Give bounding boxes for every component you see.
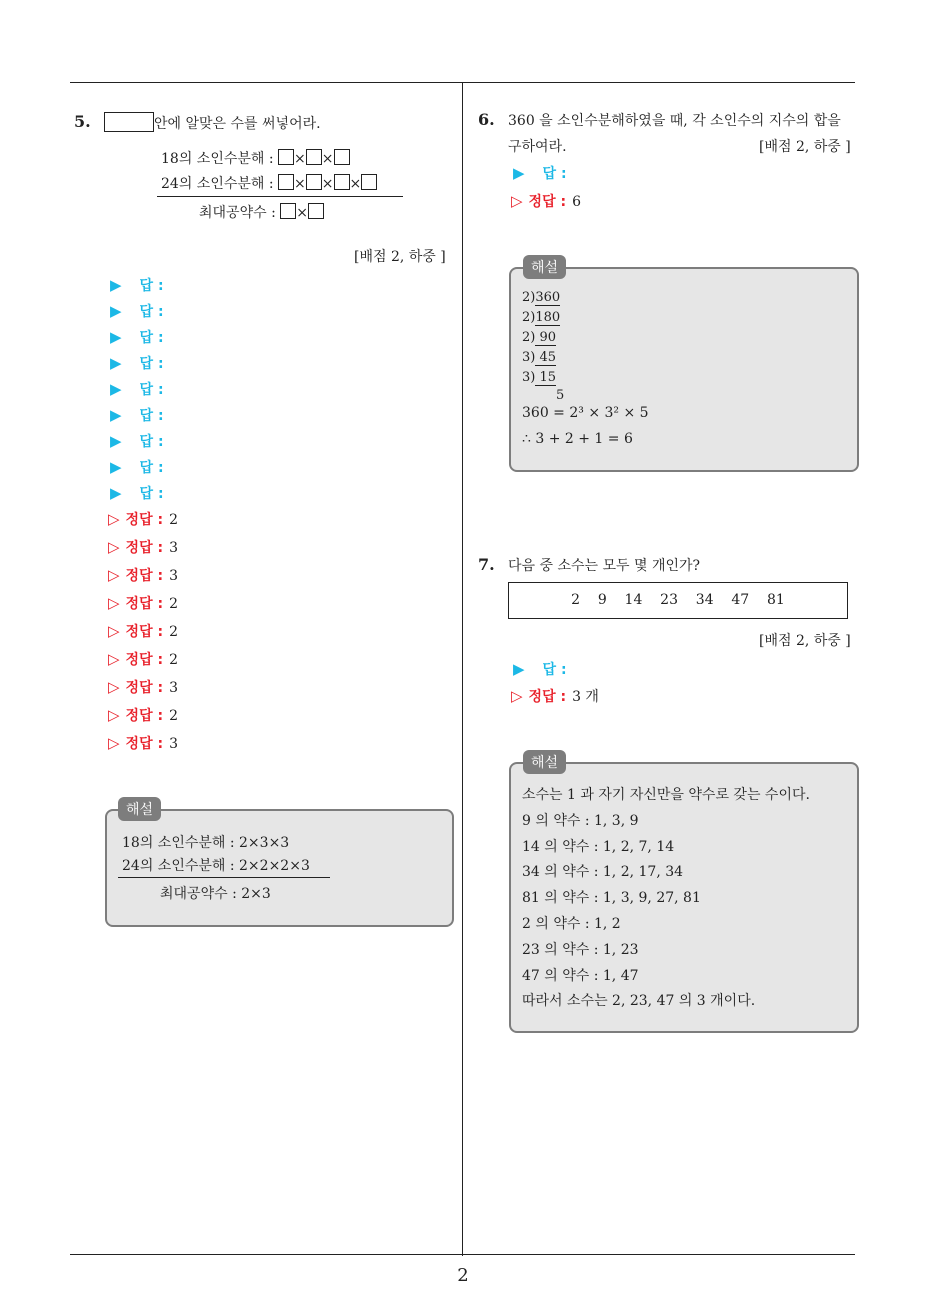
q6-score: [배점 2, 하중 ]	[759, 139, 851, 155]
outline-triangle-icon: ▷	[511, 192, 523, 210]
play-icon: ▶	[110, 484, 122, 502]
blank-box[interactable]	[308, 203, 324, 219]
answer-row[interactable]: ▶ 답 :	[110, 432, 164, 450]
q5-correct-list	[108, 505, 178, 757]
blank-box[interactable]	[278, 149, 294, 165]
correct-value: 2	[169, 624, 178, 640]
answer-row[interactable]: ▶ 답 :	[110, 302, 164, 320]
play-icon: ▶	[110, 328, 122, 346]
correct-value: 2	[169, 596, 178, 612]
correct-value: 3 개	[572, 689, 599, 705]
explanation-line: 따라서 소수는 2, 23, 47 의 3 개이다.	[522, 993, 756, 1010]
explanation-line: 소수는 1 과 자기 자신만을 약수로 갖는 수이다.	[522, 787, 810, 803]
q5-score: [배점 2, 하중 ]	[354, 249, 446, 265]
correct-row: ▷ 정답 : 3	[108, 734, 178, 752]
answer-row[interactable]: ▶ 답 :	[110, 276, 164, 294]
play-icon: ▶	[513, 164, 525, 182]
answer-row[interactable]: ▶ 답 :	[110, 484, 164, 502]
explanation-line: 14 의 약수 : 1, 2, 7, 14	[522, 838, 675, 855]
q6-text-line-2: 구하여라.	[508, 139, 567, 155]
play-icon: ▶	[110, 276, 122, 294]
explanation-line: 9 의 약수 : 1, 3, 9	[522, 812, 639, 829]
outline-triangle-icon: ▷	[108, 706, 120, 724]
q6-number: 6.	[478, 110, 495, 129]
q5-exp-line-2: 24의 소인수분해 : 2×2×2×3	[122, 858, 310, 874]
correct-value: 6	[572, 194, 581, 210]
play-icon: ▶	[110, 302, 122, 320]
correct-row: ▷ 정답 : 2	[108, 510, 178, 528]
outline-triangle-icon: ▷	[511, 687, 523, 705]
q5-number: 5.	[74, 112, 91, 131]
explanation-line: 23 의 약수 : 1, 23	[522, 941, 639, 958]
q6-result-line: 360 = 2³ × 3² × 5	[522, 405, 649, 421]
outline-triangle-icon: ▷	[108, 566, 120, 584]
correct-value: 2	[169, 708, 178, 724]
answer-row[interactable]: ▶ 답 :	[110, 380, 164, 398]
correct-row: ▷ 정답 : 3	[108, 538, 178, 556]
q5-exp-line-3: 최대공약수 : 2×3	[160, 886, 271, 902]
explanation-line: 2 의 약수 : 1, 2	[522, 915, 621, 932]
page-number: 2	[457, 1265, 469, 1286]
division-step: 3) 15	[522, 370, 557, 385]
q6-sum-line: ∴ 3 + 2 + 1 = 6	[522, 431, 633, 447]
correct-row: ▷ 정답 : 3	[108, 566, 178, 584]
q7-explanation-tag: 해설	[523, 750, 566, 774]
q5-row-24: 24의 소인수분해 : × × ×	[161, 173, 377, 193]
play-icon: ▶	[110, 406, 122, 424]
q7-number: 7.	[478, 555, 495, 574]
q5-row-24-label: 24의 소인수분해 :	[161, 176, 274, 192]
q5-row-18: 18의 소인수분해 : × ×	[161, 148, 350, 168]
correct-value: 3	[169, 680, 178, 696]
correct-row: ▷ 정답 : 2	[108, 650, 178, 668]
q7-score: [배점 2, 하중 ]	[759, 633, 851, 649]
outline-triangle-icon: ▷	[108, 650, 120, 668]
correct-row: ▷ 정답 : 2	[108, 594, 178, 612]
q5-row-18-label: 18의 소인수분해 :	[161, 151, 274, 167]
q7-text: 다음 중 소수는 모두 몇 개인가?	[508, 558, 701, 574]
answer-row[interactable]: ▶ 답 :	[110, 328, 164, 346]
answer-row[interactable]: ▶ 답 :	[110, 406, 164, 424]
blank-box[interactable]	[361, 174, 377, 190]
explanation-line: 34 의 약수 : 1, 2, 17, 34	[522, 864, 684, 881]
play-icon: ▶	[513, 660, 525, 678]
correct-value: 3	[169, 568, 178, 584]
q5-text: 안에 알맞은 수를 써넣어라.	[154, 116, 321, 132]
correct-row: ▷ 정답 : 2	[108, 706, 178, 724]
outline-triangle-icon: ▷	[108, 622, 120, 640]
blank-box[interactable]	[334, 149, 350, 165]
division-step: 3) 45	[522, 350, 557, 365]
correct-row: ▷ 정답 : 2	[108, 622, 178, 640]
bottom-rule	[70, 1254, 855, 1255]
explanation-line: 47 의 약수 : 1, 47	[522, 967, 639, 984]
blank-box[interactable]	[306, 174, 322, 190]
outline-triangle-icon: ▷	[108, 594, 120, 612]
outline-triangle-icon: ▷	[108, 734, 120, 752]
q7-number-box: 2 9 14 23 34 47 81	[508, 582, 848, 619]
q5-exp-rule	[118, 877, 330, 878]
q7-correct-row: ▷ 정답 : 3 개	[511, 687, 599, 705]
correct-value: 3	[169, 540, 178, 556]
play-icon: ▶	[110, 354, 122, 372]
division-remainder: 5	[556, 388, 565, 403]
column-divider	[462, 82, 463, 1256]
blank-box[interactable]	[278, 174, 294, 190]
play-icon: ▶	[110, 458, 122, 476]
play-icon: ▶	[110, 380, 122, 398]
q5-explanation-tag: 해설	[118, 797, 161, 821]
blank-box[interactable]	[306, 149, 322, 165]
division-step: 2) 90	[522, 330, 557, 345]
q6-correct-row: ▷ 정답 : 6	[511, 192, 581, 210]
correct-row: ▷ 정답 : 3	[108, 678, 178, 696]
correct-value: 3	[169, 736, 178, 752]
q6-text-line-1: 360 을 소인수분해하였을 때, 각 소인수의 지수의 합을	[508, 113, 841, 129]
division-step: 2)180	[522, 310, 561, 325]
q5-sum-rule	[157, 196, 403, 197]
q5-blank-box	[104, 112, 154, 132]
correct-value: 2	[169, 652, 178, 668]
q5-answer-list	[110, 272, 164, 506]
outline-triangle-icon: ▷	[108, 538, 120, 556]
q6-division-ladder	[522, 288, 564, 404]
q7-answer-row[interactable]: ▶ 답 :	[513, 660, 567, 678]
answer-row[interactable]: ▶ 답 :	[110, 458, 164, 476]
q7-explanation-lines	[522, 783, 810, 1015]
q5-row-gcd-label: 최대공약수 :	[199, 205, 276, 221]
correct-value: 2	[169, 512, 178, 528]
q6-explanation-tag: 해설	[523, 255, 566, 279]
outline-triangle-icon: ▷	[108, 510, 120, 528]
answer-row[interactable]: ▶ 답 :	[110, 354, 164, 372]
q6-answer-row[interactable]: ▶ 답 :	[513, 164, 567, 182]
q5-exp-line-1: 18의 소인수분해 : 2×3×3	[122, 835, 290, 851]
blank-box[interactable]	[280, 203, 296, 219]
play-icon: ▶	[110, 432, 122, 450]
outline-triangle-icon: ▷	[108, 678, 120, 696]
q5-question	[104, 112, 321, 133]
q5-row-gcd: 최대공약수 : ×	[199, 202, 324, 222]
explanation-line: 81 의 약수 : 1, 3, 9, 27, 81	[522, 890, 701, 907]
blank-box[interactable]	[334, 174, 350, 190]
division-step: 2)360	[522, 290, 561, 305]
